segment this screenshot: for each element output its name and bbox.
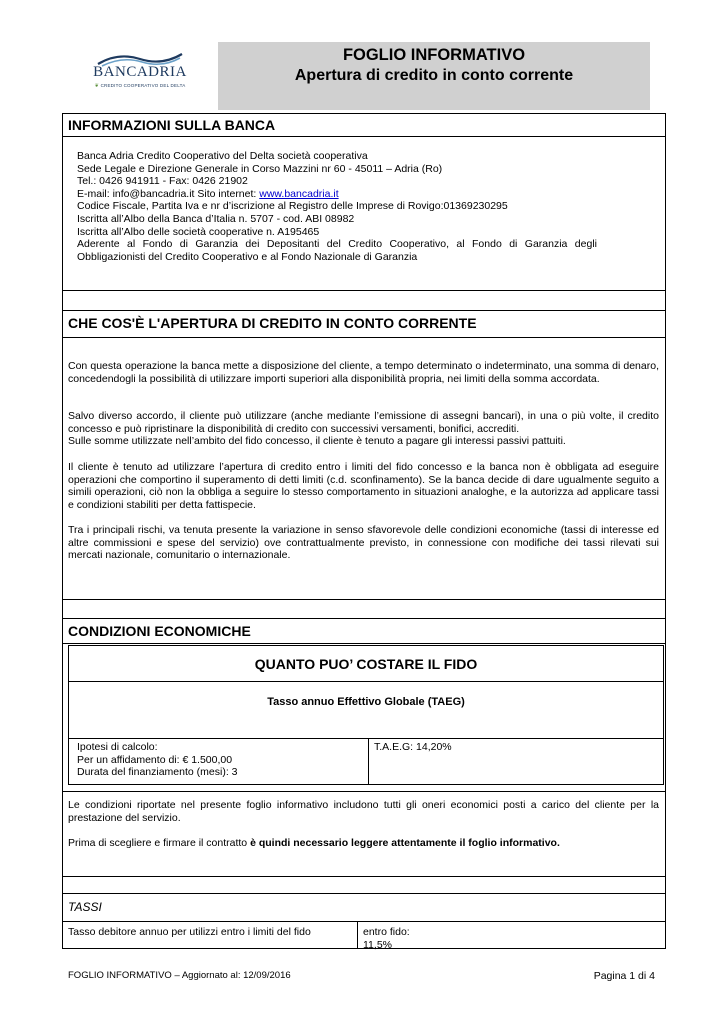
cell-divider xyxy=(368,739,369,785)
divider xyxy=(62,290,666,291)
divider xyxy=(62,310,666,311)
footer-update-date: FOGLIO INFORMATIVO – Aggiornato al: 12/09/2016 xyxy=(68,970,291,981)
section-title-what-is: CHE COS'È L'APERTURA DI CREDITO IN CONTO CORRENTE xyxy=(68,315,477,331)
section-title-bank-info: INFORMAZIONI SULLA BANCA xyxy=(68,117,276,133)
page-number: Pagina 1 di 4 xyxy=(593,970,655,982)
divider xyxy=(62,599,666,600)
paragraph: Prima di scegliere e firmare il contratto è quindi necessario leggere attentamente il foglio informativo. xyxy=(68,837,560,849)
divider xyxy=(62,643,666,644)
taeg-title: Tasso annuo Effettivo Globale (TAEG) xyxy=(267,696,465,708)
divider xyxy=(69,681,663,682)
bank-address: Sede Legale e Direzione Generale in Corso Mazzini nr 60 - 45011 – Adria (Ro) xyxy=(77,162,443,175)
tassi-title: TASSI xyxy=(68,900,102,914)
document-header xyxy=(218,42,650,110)
divider xyxy=(62,876,666,877)
leaf-icon: ❦ xyxy=(94,83,101,89)
paragraph: Le condizioni riportate nel presente foglio informativo includono tutti gli oneri economici posti a carico del cliente per la prestazione del servizio. xyxy=(68,799,659,824)
divider xyxy=(62,791,666,792)
fido-cost-title: QUANTO PUO’ COSTARE IL FIDO xyxy=(254,656,478,672)
bank-info-block xyxy=(77,150,597,263)
cell-divider xyxy=(357,922,358,949)
divider xyxy=(69,738,663,739)
divider xyxy=(62,921,666,922)
document-subtitle: Apertura di credito in conto corrente xyxy=(294,67,574,84)
fido-cost-box xyxy=(68,645,664,785)
divider xyxy=(62,337,666,338)
bank-name: Banca Adria Credito Cooperativo del Delta società cooperativa xyxy=(77,150,368,162)
calculation-assumptions: Ipotesi di calcolo: Per un affidamento di: € 1.500,00 Durata del finanziamento (mesi): 3 xyxy=(77,741,238,778)
bank-contacts: E-mail: info@bancadria.it Sito internet: www.bancadria.it xyxy=(77,187,339,200)
logo-tagline: ❦ CREDITO COOPERATIVO DEL DELTA xyxy=(94,83,186,89)
document-title: FOGLIO INFORMATIVO xyxy=(342,46,526,64)
divider xyxy=(62,893,666,894)
paragraph: Tra i principali rischi, va tenuta presente la variazione in senso sfavorevole delle condizioni economiche (tassi di interesse ed altre commissioni e spese del servizio) ove contrattualmente previsto, in connessione con modifiche dei tassi rilevati sui mercati nazionale, comunitario o internazionale. xyxy=(68,524,659,561)
website-link[interactable]: www.bancadria.it xyxy=(259,187,339,200)
logo-name: BANCADRIA xyxy=(93,64,187,80)
tassi-row-value: entro fido: 11,5% xyxy=(363,926,410,951)
paragraph: Salvo diverso accordo, il cliente può utilizzare (anche mediante l’emissione di assegni bancari), in una o più volte, il credito concesso e può ripristinare la disponibilità di credito con successivi versamenti, bonifici, accrediti. Sulle somme utilizzate nell’ambito del fido concesso, il cliente è tenuto a pagare gli interessi passivi pattuiti. xyxy=(68,410,659,447)
bank-abi: Iscritta all’Albo della Banca d’Italia n. 5707 - cod. ABI 08982 xyxy=(77,212,355,225)
divider xyxy=(62,618,666,619)
bank-phone: Tel.: 0426 941911 - Fax: 0426 21902 xyxy=(77,175,248,188)
bank-cooperative-register: Iscritta all’Albo delle società cooperative n. A195465 xyxy=(77,225,320,238)
paragraph: Con questa operazione la banca mette a disposizione del cliente, a tempo determinato o indeterminato, una somma di denaro, concedendogli la possibilità di utilizzare importi superiori alla disponibilità propria, nei limiti della somma accordata. xyxy=(68,360,659,385)
bank-guarantee-funds: Aderente al Fondo di Garanzia dei Depositanti del Credito Cooperativo, al Fondo di Garanzia degli Obbligazionisti del Credito Cooperativo e al Fondo Nazionale di Garanzia xyxy=(77,238,597,263)
tassi-row-label: Tasso debitore annuo per utilizzi entro i limiti del fido xyxy=(68,926,311,938)
bank-fiscal-code: Codice Fiscale, Partita Iva e nr d’iscrizione al Registro delle Imprese di Rovigo:01369230295 xyxy=(77,200,508,213)
paragraph: Il cliente è tenuto ad utilizzare l’apertura di credito entro i limiti del fido concesso e la banca non è obbligata ad eseguire operazioni che comportino il superamento di detti limiti (c.d. sconfinamento). Se la banca decide di dare ugualmente seguito a simili operazioni, ciò non la obbliga a seguire lo stesso comportamento in situazioni analoghe, e la autorizza ad applicare tassi e condizioni stabiliti per detta fattispecie. xyxy=(68,461,659,511)
taeg-value: T.A.E.G: 14,20% xyxy=(374,741,452,753)
bank-logo xyxy=(62,42,218,110)
divider xyxy=(62,136,666,137)
section-title-conditions: CONDIZIONI ECONOMICHE xyxy=(68,623,251,639)
